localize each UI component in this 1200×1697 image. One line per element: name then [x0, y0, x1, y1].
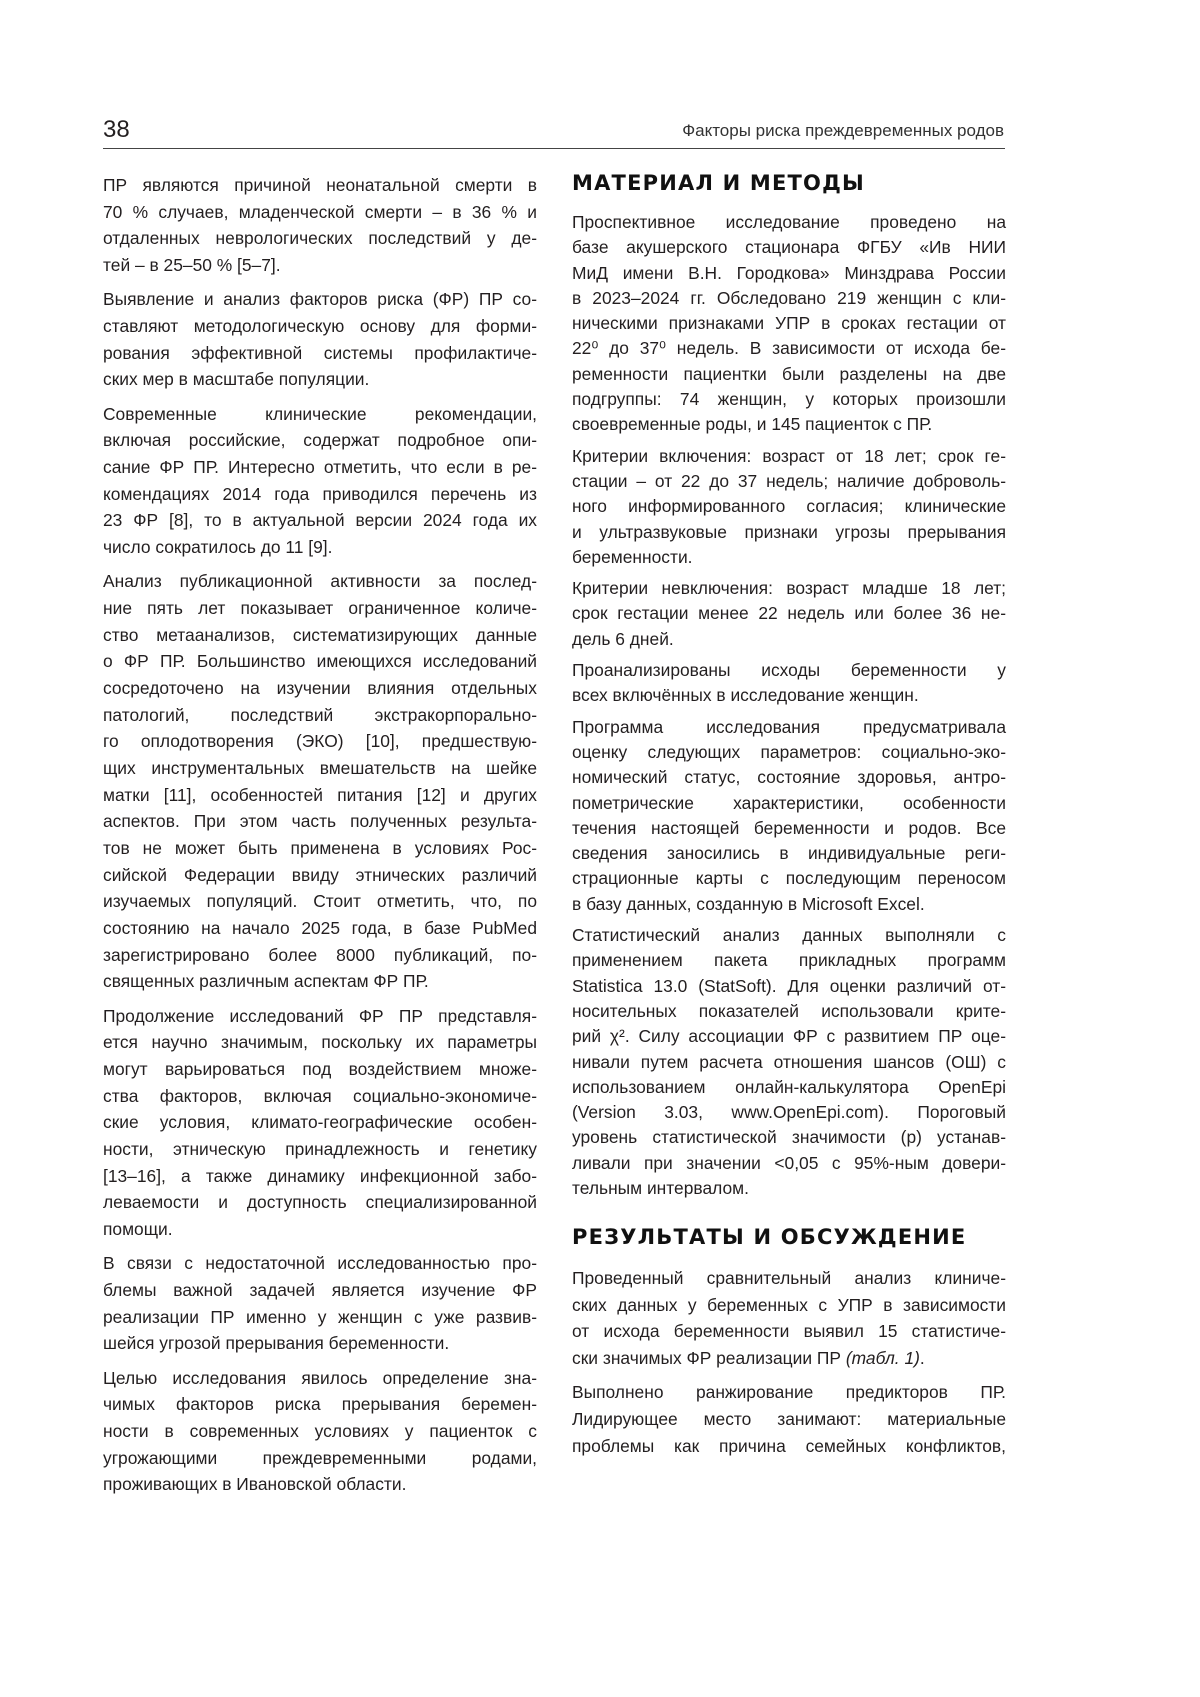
text-line: ских данных у беременных с УПР в зависимости — [572, 1294, 1006, 1315]
text-line: 70 % случаев, младенческой смерти – в 36 % и — [103, 201, 537, 222]
text-line: (Version 3.03, www.OpenEpi.com). Пороговый — [572, 1102, 1006, 1123]
text-line: всех включённых в исследование женщин. — [572, 685, 919, 706]
paragraph — [103, 286, 537, 393]
text-line: в 2023–2024 гг. Обследовано 219 женщин с кли- — [572, 287, 1006, 308]
text-line: ПР являются причиной неонатальной смерти в — [103, 175, 537, 195]
text-line: тельным интервалом. — [572, 1177, 749, 1198]
text-line: ские условия, климато-географические особен- — [103, 1112, 537, 1133]
text-line: патологий, последствий экстракорпорально- — [103, 704, 537, 725]
text-line: ства факторов, включая социально-экономиче- — [103, 1085, 537, 1106]
text-line: Проспективное исследование проведено на — [572, 212, 1006, 232]
text-line: помощи. — [103, 1219, 173, 1240]
text-line: ременности пациентки были разделены на две — [572, 363, 1006, 384]
text-line: В связи с недостаточной исследованностью про- — [103, 1253, 537, 1274]
text-line: применением пакета прикладных программ — [572, 950, 1006, 971]
text-line: шейся угрозой прерывания беременности. — [103, 1333, 450, 1354]
text-line: Продолжение исследований ФР ПР представля- — [103, 1005, 537, 1026]
paragraph — [103, 1365, 537, 1498]
text-line: срок гестации менее 22 недель или более 36 не- — [572, 603, 1006, 624]
text-line: ности, этническую принадлежность и генетику — [103, 1139, 537, 1160]
text-line: тов не может быть применена в условиях Рос- — [103, 838, 537, 858]
section-heading-results: РЕЗУЛЬТАТЫ И ОБСУЖДЕНИЕ — [572, 1225, 967, 1249]
text-line: ство метаанализов, систематизирующих данные — [103, 624, 537, 645]
paragraph — [103, 1003, 537, 1243]
text-line: подгруппы: 74 женщин, у которых произошли — [572, 389, 1006, 410]
running-title: Факторы риска преждевременных родов — [682, 121, 1004, 140]
text-line: номический статус, состояние здоровья, антро- — [572, 767, 1006, 788]
header-rule — [103, 148, 1005, 149]
text-line: Критерии включения: возраст от 18 лет; срок ге- — [572, 445, 1006, 466]
text-line: нивали путем расчета отношения шансов (ОШ) с — [572, 1051, 1006, 1072]
text-line: 22⁰ до 37⁰ недель. В зависимости от исхода бе- — [572, 338, 1006, 359]
text-line: дель 6 дней. — [572, 628, 674, 649]
text-line: реализации ПР именно у женщин с уже развив- — [103, 1306, 537, 1327]
page-number: 38 — [103, 116, 130, 143]
text-line: проблемы как причина семейных конфликтов, — [572, 1435, 1006, 1456]
text-line: состоянию на начало 2025 года, в базе PubMed — [103, 918, 537, 939]
text-line: щих инструментальных вмешательств на шейке — [103, 757, 537, 778]
text-segment: . — [919, 1348, 925, 1369]
paragraph — [103, 401, 537, 561]
text-line: Проанализированы исходы беременности у — [572, 660, 1006, 681]
text-line: Проведенный сравнительный анализ клиниче- — [572, 1268, 1006, 1288]
text-line: беременности. — [572, 546, 693, 567]
text-line: ских мер в масштабе популяции. — [103, 369, 370, 390]
text-line: отдаленных неврологических последствий у де- — [103, 228, 537, 249]
text-line: и ультразвуковые признаки угрозы прерывания — [572, 521, 1006, 542]
text-line: Анализ публикационной активности за послед- — [103, 571, 537, 592]
text-line: своевременные роды, и 145 пациенток с ПР. — [572, 414, 933, 435]
text-line: леваемости и доступность специализированной — [103, 1192, 537, 1213]
paragraph — [572, 1379, 1006, 1459]
text-line: ставляют методологическую основу для форми- — [103, 315, 537, 336]
text-line: страционные карты с последующим переносом — [572, 868, 1006, 889]
paragraph — [572, 444, 1006, 570]
text-line: использованием онлайн-калькулятора OpenEpi — [572, 1076, 1006, 1097]
text-line: пометрические характеристики, особенности — [572, 792, 1006, 813]
paragraph — [572, 715, 1006, 917]
text-line: ности в современных условиях у пациенток с — [103, 1420, 537, 1441]
text-line: Statistica 13.0 (StatSoft). Для оценки различий от- — [572, 975, 1006, 996]
paragraph — [572, 1265, 1006, 1372]
text-line: Целью исследования явилось определение зна- — [103, 1367, 537, 1388]
text-line: в базу данных, созданную в Microsoft Excel. — [572, 893, 925, 914]
paragraph — [572, 923, 1006, 1201]
text-line: аспектов. При этом часть полученных результа- — [103, 811, 537, 832]
text-line: МиД имени В.Н. Городкова» Минздрава России — [572, 262, 1006, 283]
text-line: включая российские, содержат подробное опи- — [103, 430, 537, 451]
text-line: течения настоящей беременности и родов. Все — [572, 817, 1006, 838]
text-line: базе акушерского стационара ФГБУ «Ив НИИ — [572, 237, 1006, 258]
text-line: Статистический анализ данных выполняли с — [572, 925, 1006, 946]
text-line: угрожающими преждевременными родами, — [103, 1447, 537, 1468]
text-line: изучаемых популяций. Стоит отметить, что, по — [103, 891, 537, 912]
paragraph — [103, 568, 537, 995]
table-reference: (табл. 1) — [845, 1348, 920, 1369]
paragraph — [572, 576, 1006, 652]
paragraph — [103, 1250, 537, 1357]
left-column — [103, 172, 537, 1506]
text-line: [13–16], а также динамику инфекционной забо- — [103, 1165, 537, 1186]
text-line: могут варьироваться под воздействием множе- — [103, 1059, 537, 1079]
text-line: оценку следующих параметров: социально-эко- — [572, 741, 1006, 762]
text-line: Критерии невключения: возраст младше 18 лет; — [572, 578, 1006, 599]
text-line: ливали при значении <0,05 с 95%-ным довери- — [572, 1152, 1006, 1173]
text-line: священных различным аспектам ФР ПР. — [103, 971, 429, 992]
text-line: проживающих в Ивановской области. — [103, 1474, 407, 1495]
text-line: сание ФР ПР. Интересно отметить, что если в ре- — [103, 456, 537, 477]
text-line: Современные клинические рекомендации, — [103, 403, 537, 424]
text-line: ние пять лет показывает ограниченное количе- — [103, 597, 537, 618]
text-line: о ФР ПР. Большинство имеющихся исследований — [103, 651, 537, 672]
text-line: уровень статистической значимости (p) устанав- — [572, 1127, 1006, 1148]
text-line: зарегистрировано более 8000 публикаций, по- — [103, 944, 537, 965]
text-line: Программа исследования предусматривала — [572, 716, 1006, 737]
text-line: Выявление и анализ факторов риска (ФР) ПР со- — [103, 289, 537, 310]
text-line: ного информированного согласия; клинические — [572, 496, 1006, 517]
paragraph — [572, 658, 1006, 709]
text-line: 23 ФР [8], то в актуальной версии 2024 года их — [103, 510, 537, 531]
text-line: го оплодотворения (ЭКО) [10], предшествую- — [103, 731, 537, 752]
text-line: стации – от 22 до 37 недель; наличие доброволь- — [572, 470, 1006, 491]
text-line: сведения заносились в индивидуальные реги- — [572, 843, 1006, 864]
text-line: Лидирующее место занимают: материальные — [572, 1408, 1006, 1429]
text-line: сийской Федерации ввиду этнических различий — [103, 864, 537, 885]
text-segment: ски значимых ФР реализации ПР — [572, 1348, 846, 1369]
text-line — [572, 1345, 1006, 1372]
text-line: носительных показателей использовали крите- — [572, 1000, 1006, 1021]
text-line: Выполнено ранжирование предикторов ПР. — [572, 1382, 1006, 1403]
right-column — [572, 210, 1006, 1207]
text-line: блемы важной задачей является изучение ФР — [103, 1280, 537, 1300]
text-line: от исхода беременности выявил 15 статистиче- — [572, 1321, 1006, 1342]
section-heading-methods: МАТЕРИАЛ И МЕТОДЫ — [572, 171, 865, 195]
text-line: рования эффективной системы профилактиче- — [103, 342, 537, 363]
text-line: комендациях 2014 года приводился перечень из — [103, 483, 537, 504]
text-line: число сократилось до 11 [9]. — [103, 536, 333, 557]
paragraph — [103, 172, 537, 279]
paragraph — [572, 210, 1006, 438]
right-column-results — [572, 1265, 1006, 1467]
text-line: сосредоточено на изучении влияния отдельных — [103, 677, 537, 698]
text-line: тей – в 25–50 % [5–7]. — [103, 255, 281, 276]
text-line: рий χ². Силу ассоциации ФР с развитием ПР оце- — [572, 1026, 1006, 1047]
text-line: ническими признаками УПР в сроках гестации от — [572, 313, 1006, 334]
text-line: чимых факторов риска прерывания беремен- — [103, 1394, 537, 1415]
text-line: ется научно значимым, поскольку их параметры — [103, 1032, 537, 1053]
text-line: матки [11], особенностей питания [12] и других — [103, 784, 537, 805]
